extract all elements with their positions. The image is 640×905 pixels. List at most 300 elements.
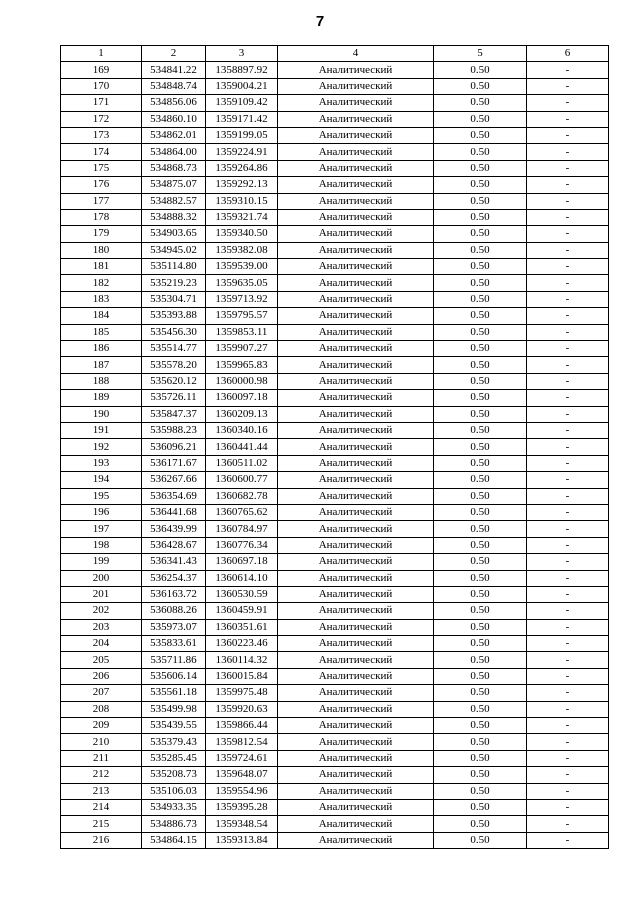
table-cell: 1360223.46	[206, 636, 278, 652]
table-cell: Аналитический	[278, 62, 434, 78]
table-cell: 0.50	[434, 111, 527, 127]
table-row	[61, 406, 609, 422]
table-cell: 194	[61, 472, 142, 488]
table-cell: 212	[61, 767, 142, 783]
table-row	[61, 488, 609, 504]
table-cell: 535219.23	[142, 275, 206, 291]
table-cell: -	[527, 783, 609, 799]
table-cell: 207	[61, 685, 142, 701]
table-cell: 174	[61, 144, 142, 160]
table-row	[61, 111, 609, 127]
table-cell: 206	[61, 668, 142, 684]
table-cell: -	[527, 586, 609, 602]
table-cell: 534856.06	[142, 95, 206, 111]
table-cell: 1359648.07	[206, 767, 278, 783]
table-cell: -	[527, 259, 609, 275]
table-cell: Аналитический	[278, 259, 434, 275]
table-cell: 1359264.86	[206, 160, 278, 176]
table-cell: 196	[61, 504, 142, 520]
table-cell: 0.50	[434, 586, 527, 602]
table-cell: -	[527, 636, 609, 652]
table-row	[61, 685, 609, 701]
table-cell: -	[527, 668, 609, 684]
table-row	[61, 603, 609, 619]
table-cell: -	[527, 341, 609, 357]
table-row	[61, 209, 609, 225]
table-row	[61, 259, 609, 275]
table-cell: 1360209.13	[206, 406, 278, 422]
table-cell: 216	[61, 832, 142, 848]
table-cell: 535578.20	[142, 357, 206, 373]
table-cell: Аналитический	[278, 160, 434, 176]
table-cell: 535561.18	[142, 685, 206, 701]
table-cell: 187	[61, 357, 142, 373]
table-cell: Аналитический	[278, 242, 434, 258]
table-row	[61, 472, 609, 488]
table-cell: Аналитический	[278, 603, 434, 619]
table-cell: Аналитический	[278, 422, 434, 438]
table-cell: -	[527, 554, 609, 570]
table-cell: 0.50	[434, 242, 527, 258]
table-cell: 536341.43	[142, 554, 206, 570]
table-cell: 535304.71	[142, 291, 206, 307]
table-cell: 534903.65	[142, 226, 206, 242]
table-cell: -	[527, 619, 609, 635]
table-cell: Аналитический	[278, 275, 434, 291]
table-cell: 1359310.15	[206, 193, 278, 209]
table-cell: Аналитический	[278, 406, 434, 422]
table-cell: 1360776.34	[206, 537, 278, 553]
table-body	[61, 62, 609, 849]
table-row	[61, 422, 609, 438]
table-cell: Аналитический	[278, 209, 434, 225]
table-cell: 0.50	[434, 439, 527, 455]
table-cell: 183	[61, 291, 142, 307]
table-cell: Аналитический	[278, 177, 434, 193]
table-cell: 0.50	[434, 504, 527, 520]
table-cell: 1359812.54	[206, 734, 278, 750]
table-cell: -	[527, 718, 609, 734]
table-cell: 181	[61, 259, 142, 275]
table-cell: 1359539.00	[206, 259, 278, 275]
table-cell: 178	[61, 209, 142, 225]
table-cell: -	[527, 734, 609, 750]
table-cell: 535726.11	[142, 390, 206, 406]
table-cell: 205	[61, 652, 142, 668]
table-cell: 0.50	[434, 78, 527, 94]
table-cell: -	[527, 439, 609, 455]
column-header: 4	[278, 46, 434, 62]
table-cell: 535988.23	[142, 422, 206, 438]
table-cell: 0.50	[434, 144, 527, 160]
table-cell: 0.50	[434, 357, 527, 373]
table-cell: 0.50	[434, 718, 527, 734]
table-cell: 184	[61, 308, 142, 324]
table-cell: Аналитический	[278, 95, 434, 111]
table-cell: Аналитический	[278, 783, 434, 799]
table-cell: -	[527, 406, 609, 422]
table-cell: 534864.15	[142, 832, 206, 848]
table-cell: 1360340.16	[206, 422, 278, 438]
table-cell: 172	[61, 111, 142, 127]
table-cell: 534868.73	[142, 160, 206, 176]
table-cell: 0.50	[434, 734, 527, 750]
table-cell: 1360600.77	[206, 472, 278, 488]
table-cell: 1359171.42	[206, 111, 278, 127]
table-cell: 534864.00	[142, 144, 206, 160]
table-cell: 535439.55	[142, 718, 206, 734]
table-row	[61, 373, 609, 389]
table-cell: -	[527, 177, 609, 193]
table-cell: Аналитический	[278, 144, 434, 160]
table-row	[61, 767, 609, 783]
table-header-row	[61, 46, 609, 62]
table-cell: 173	[61, 127, 142, 143]
table-cell: 1360765.62	[206, 504, 278, 520]
table-cell: Аналитический	[278, 718, 434, 734]
table-row	[61, 455, 609, 471]
table-cell: -	[527, 504, 609, 520]
table-cell: 0.50	[434, 259, 527, 275]
table-cell: 199	[61, 554, 142, 570]
table-cell: -	[527, 95, 609, 111]
table-cell: 182	[61, 275, 142, 291]
table-cell: Аналитический	[278, 373, 434, 389]
table-cell: Аналитический	[278, 455, 434, 471]
table-row	[61, 95, 609, 111]
table-cell: -	[527, 127, 609, 143]
table-cell: 534841.22	[142, 62, 206, 78]
table-cell: 0.50	[434, 832, 527, 848]
table-cell: 535606.14	[142, 668, 206, 684]
table-cell: Аналитический	[278, 111, 434, 127]
table-cell: Аналитический	[278, 816, 434, 832]
table-cell: 1359348.54	[206, 816, 278, 832]
table-cell: 0.50	[434, 341, 527, 357]
table-cell: Аналитический	[278, 390, 434, 406]
table-row	[61, 816, 609, 832]
table-cell: 534875.07	[142, 177, 206, 193]
table-cell: 1359395.28	[206, 799, 278, 815]
table-cell: 535456.30	[142, 324, 206, 340]
table-cell: -	[527, 62, 609, 78]
column-header: 5	[434, 46, 527, 62]
table-cell: -	[527, 750, 609, 766]
table-cell: Аналитический	[278, 767, 434, 783]
table-cell: 534862.01	[142, 127, 206, 143]
table-cell: 1359321.74	[206, 209, 278, 225]
table-cell: 535393.88	[142, 308, 206, 324]
table-cell: 535499.98	[142, 701, 206, 717]
table-cell: 0.50	[434, 521, 527, 537]
table-cell: 534886.73	[142, 816, 206, 832]
table-cell: 0.50	[434, 783, 527, 799]
table-cell: -	[527, 275, 609, 291]
table-cell: 535208.73	[142, 767, 206, 783]
table-cell: 0.50	[434, 422, 527, 438]
table-cell: 1359224.91	[206, 144, 278, 160]
table-cell: 536441.68	[142, 504, 206, 520]
table-row	[61, 783, 609, 799]
table-cell: 1360015.84	[206, 668, 278, 684]
table-cell: 215	[61, 816, 142, 832]
table-row	[61, 390, 609, 406]
table-cell: Аналитический	[278, 357, 434, 373]
table-row	[61, 832, 609, 848]
table-cell: 534860.10	[142, 111, 206, 127]
table-cell: -	[527, 324, 609, 340]
table-cell: 210	[61, 734, 142, 750]
table-cell: 0.50	[434, 62, 527, 78]
table-cell: 536428.67	[142, 537, 206, 553]
table-cell: 0.50	[434, 750, 527, 766]
table-row	[61, 586, 609, 602]
table-cell: Аналитический	[278, 734, 434, 750]
table-cell: 1359554.96	[206, 783, 278, 799]
table-cell: Аналитический	[278, 652, 434, 668]
table-cell: 1360459.91	[206, 603, 278, 619]
table-cell: -	[527, 242, 609, 258]
table-cell: -	[527, 226, 609, 242]
table-cell: 1360511.02	[206, 455, 278, 471]
column-header: 6	[527, 46, 609, 62]
table-cell: 1359965.83	[206, 357, 278, 373]
table-cell: 179	[61, 226, 142, 242]
table-cell: Аналитический	[278, 472, 434, 488]
table-cell: 0.50	[434, 668, 527, 684]
table-cell: 0.50	[434, 652, 527, 668]
table-cell: 177	[61, 193, 142, 209]
table-cell: Аналитический	[278, 668, 434, 684]
table-cell: -	[527, 570, 609, 586]
table-cell: 197	[61, 521, 142, 537]
table-cell: 1360097.18	[206, 390, 278, 406]
table-cell: -	[527, 652, 609, 668]
table-cell: Аналитический	[278, 488, 434, 504]
table-cell: 1360530.59	[206, 586, 278, 602]
table-cell: Аналитический	[278, 226, 434, 242]
table-cell: 536096.21	[142, 439, 206, 455]
table-cell: 204	[61, 636, 142, 652]
table-cell: 535711.86	[142, 652, 206, 668]
table-cell: 1359109.42	[206, 95, 278, 111]
table-cell: 186	[61, 341, 142, 357]
table-cell: 0.50	[434, 209, 527, 225]
table-cell: 0.50	[434, 291, 527, 307]
table-cell: 0.50	[434, 619, 527, 635]
table-cell: -	[527, 422, 609, 438]
table-cell: 0.50	[434, 455, 527, 471]
table-cell: Аналитический	[278, 537, 434, 553]
table-cell: -	[527, 160, 609, 176]
table-row	[61, 357, 609, 373]
table-cell: -	[527, 455, 609, 471]
table-cell: -	[527, 701, 609, 717]
table-cell: 208	[61, 701, 142, 717]
table-cell: 1359920.63	[206, 701, 278, 717]
table-cell: Аналитический	[278, 685, 434, 701]
table-cell: -	[527, 78, 609, 94]
table-cell: 535833.61	[142, 636, 206, 652]
table-cell: 534888.32	[142, 209, 206, 225]
table-cell: 535847.37	[142, 406, 206, 422]
table-cell: 0.50	[434, 685, 527, 701]
table-row	[61, 127, 609, 143]
table-cell: 203	[61, 619, 142, 635]
table-row	[61, 652, 609, 668]
table-cell: 536354.69	[142, 488, 206, 504]
table-cell: 0.50	[434, 160, 527, 176]
table-cell: 175	[61, 160, 142, 176]
coordinates-table	[60, 45, 609, 849]
table-cell: 0.50	[434, 193, 527, 209]
table-cell: -	[527, 472, 609, 488]
table-cell: 0.50	[434, 472, 527, 488]
table-cell: 209	[61, 718, 142, 734]
table-cell: -	[527, 521, 609, 537]
table-cell: 200	[61, 570, 142, 586]
table-cell: Аналитический	[278, 750, 434, 766]
column-header: 2	[142, 46, 206, 62]
table-row	[61, 734, 609, 750]
table-cell: 536171.67	[142, 455, 206, 471]
table-cell: Аналитический	[278, 504, 434, 520]
table-cell: Аналитический	[278, 193, 434, 209]
table-cell: -	[527, 291, 609, 307]
table-row	[61, 636, 609, 652]
table-cell: 0.50	[434, 390, 527, 406]
table-cell: 0.50	[434, 799, 527, 815]
table-cell: 0.50	[434, 275, 527, 291]
table-cell: Аналитический	[278, 832, 434, 848]
table-cell: 535106.03	[142, 783, 206, 799]
table-cell: 0.50	[434, 373, 527, 389]
table-cell: 0.50	[434, 537, 527, 553]
table-cell: Аналитический	[278, 439, 434, 455]
table-cell: 1359853.11	[206, 324, 278, 340]
table-cell: 1359199.05	[206, 127, 278, 143]
table-cell: 1359635.05	[206, 275, 278, 291]
table-row	[61, 554, 609, 570]
table-cell: 535114.80	[142, 259, 206, 275]
table-cell: 1360000.98	[206, 373, 278, 389]
table-row	[61, 570, 609, 586]
table-cell: Аналитический	[278, 78, 434, 94]
table-row	[61, 242, 609, 258]
table-cell: Аналитический	[278, 324, 434, 340]
table-cell: 536439.99	[142, 521, 206, 537]
table-cell: 535973.07	[142, 619, 206, 635]
table-cell: -	[527, 767, 609, 783]
table-cell: 1360697.18	[206, 554, 278, 570]
table-row	[61, 177, 609, 193]
table-cell: 1359313.84	[206, 832, 278, 848]
table-row	[61, 718, 609, 734]
table-cell: 1359724.61	[206, 750, 278, 766]
table-cell: 169	[61, 62, 142, 78]
table-cell: Аналитический	[278, 291, 434, 307]
table-cell: 0.50	[434, 554, 527, 570]
table-cell: 0.50	[434, 177, 527, 193]
table-cell: 1360114.32	[206, 652, 278, 668]
table-row	[61, 78, 609, 94]
table-cell: 0.50	[434, 816, 527, 832]
table-cell: 1359713.92	[206, 291, 278, 307]
table-cell: 1359907.27	[206, 341, 278, 357]
table-cell: 536163.72	[142, 586, 206, 602]
table-cell: 191	[61, 422, 142, 438]
table-cell: 0.50	[434, 603, 527, 619]
table-cell: 198	[61, 537, 142, 553]
table-cell: 0.50	[434, 570, 527, 586]
table-cell: 536254.37	[142, 570, 206, 586]
table-cell: 213	[61, 783, 142, 799]
table-cell: 0.50	[434, 636, 527, 652]
table-cell: 0.50	[434, 767, 527, 783]
table-cell: 202	[61, 603, 142, 619]
table-row	[61, 275, 609, 291]
table-cell: Аналитический	[278, 619, 434, 635]
table-cell: 188	[61, 373, 142, 389]
table-cell: -	[527, 144, 609, 160]
table-cell: -	[527, 816, 609, 832]
table-cell: 1359866.44	[206, 718, 278, 734]
table-row	[61, 750, 609, 766]
column-header: 3	[206, 46, 278, 62]
table-cell: -	[527, 603, 609, 619]
table-cell: 534882.57	[142, 193, 206, 209]
table-cell: 190	[61, 406, 142, 422]
table-cell: Аналитический	[278, 570, 434, 586]
table-cell: -	[527, 209, 609, 225]
table-row	[61, 144, 609, 160]
table-cell: -	[527, 390, 609, 406]
table-cell: 1360614.10	[206, 570, 278, 586]
table-cell: Аналитический	[278, 701, 434, 717]
table-row	[61, 439, 609, 455]
table-cell: -	[527, 832, 609, 848]
table-cell: 534933.35	[142, 799, 206, 815]
table-cell: -	[527, 111, 609, 127]
table-row	[61, 619, 609, 635]
table-cell: -	[527, 488, 609, 504]
table-cell: 214	[61, 799, 142, 815]
table-cell: 192	[61, 439, 142, 455]
table-row	[61, 521, 609, 537]
table-row	[61, 668, 609, 684]
table-cell: -	[527, 537, 609, 553]
table-cell: 534945.02	[142, 242, 206, 258]
table-cell: 536267.66	[142, 472, 206, 488]
table-cell: 1359382.08	[206, 242, 278, 258]
table-cell: 536088.26	[142, 603, 206, 619]
table-cell: 535514.77	[142, 341, 206, 357]
table-cell: 0.50	[434, 488, 527, 504]
table-cell: Аналитический	[278, 799, 434, 815]
table-cell: -	[527, 308, 609, 324]
table-row	[61, 701, 609, 717]
table-cell: 1359975.48	[206, 685, 278, 701]
table-row	[61, 341, 609, 357]
table-cell: Аналитический	[278, 521, 434, 537]
table-row	[61, 291, 609, 307]
table-row	[61, 226, 609, 242]
page-number: 7	[315, 13, 325, 30]
table-cell: 1359795.57	[206, 308, 278, 324]
table-cell: -	[527, 193, 609, 209]
table-cell: 535620.12	[142, 373, 206, 389]
table-cell: 1360441.44	[206, 439, 278, 455]
